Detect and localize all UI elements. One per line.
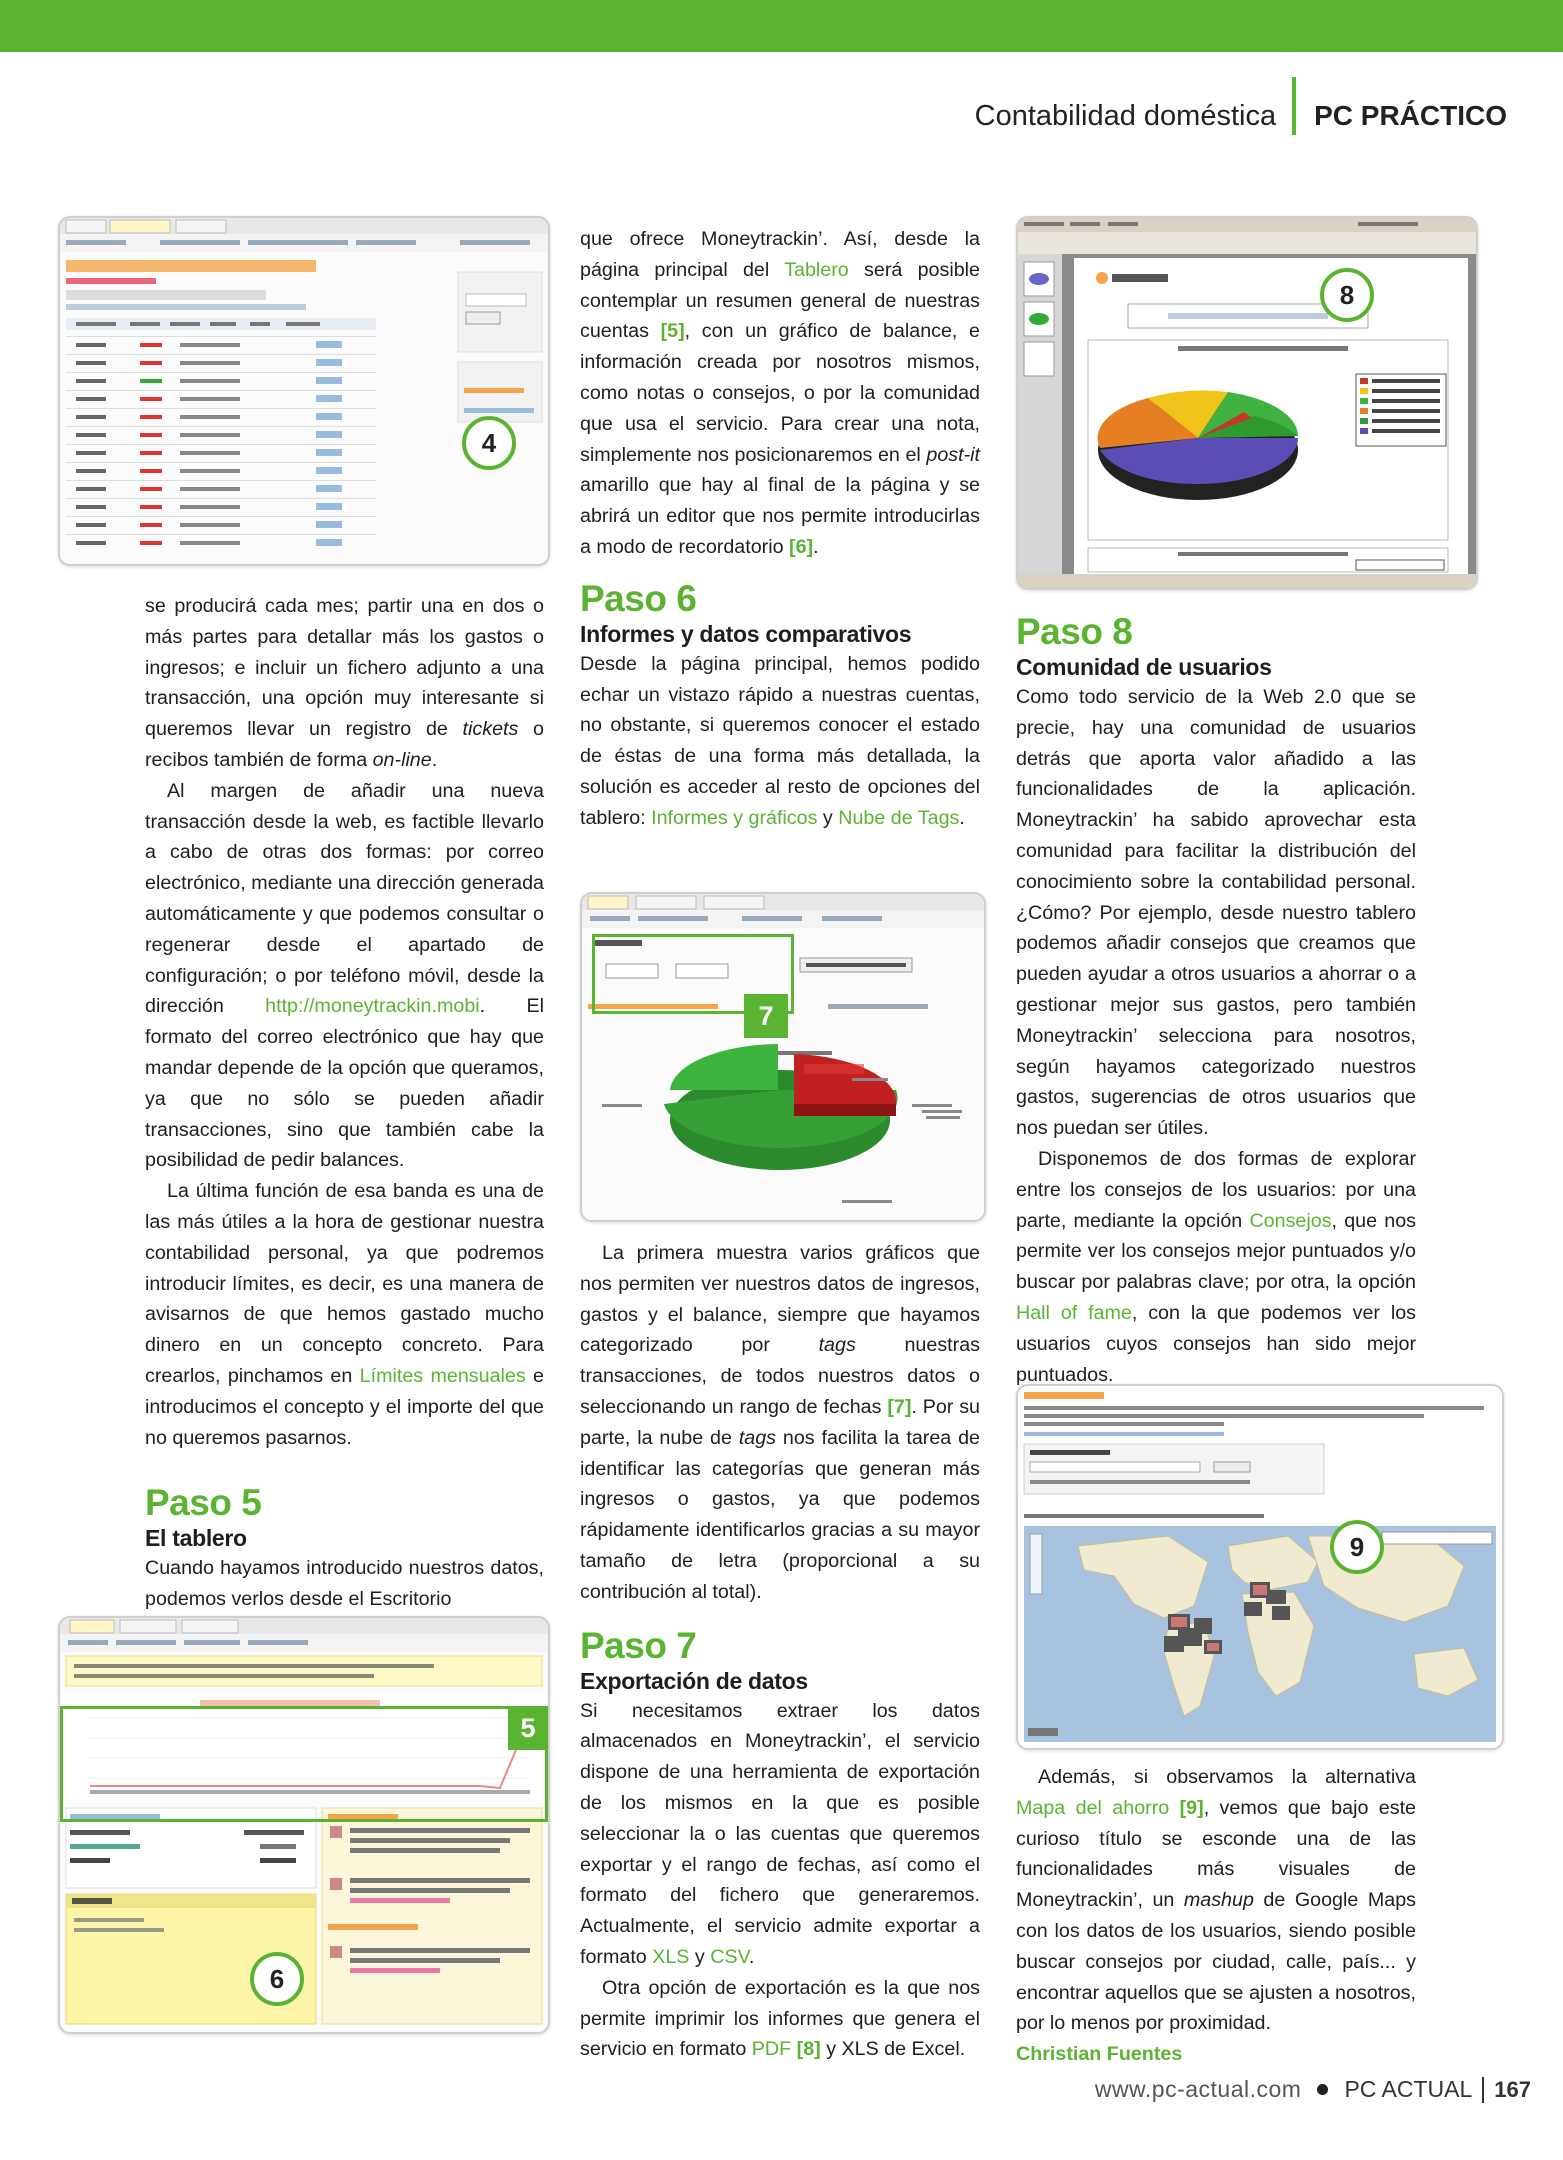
step-7-heading: Paso 7 <box>580 1624 697 1666</box>
italic-term: on-line <box>372 748 432 771</box>
screenshot-reports <box>580 892 986 1222</box>
paragraph <box>580 224 980 563</box>
section-title: Contabilidad doméstica <box>974 99 1277 132</box>
step-5-subheading: El tablero <box>145 1525 247 1552</box>
text-run: . El formato del correo electrónico que hay que mandar depende de la opción que queramos, ya que no sólo se pueden añadir transacciones, sino que también cabe la posibilidad de pedir balances. <box>145 995 544 1172</box>
text-run: amarillo que hay al final de la página y se abrirá un editor que nos permite introducirlas a modo de recordatorio <box>580 474 980 558</box>
monthly-limits-link: Límites mensuales <box>359 1364 526 1387</box>
italic-term: tags <box>818 1334 856 1357</box>
column-2-lower <box>580 1238 980 2065</box>
reports-link: Informes y gráficos <box>651 806 818 829</box>
dashboard-link: Tablero <box>784 258 849 281</box>
text-run <box>1169 1797 1179 1819</box>
step-6-subheading: Informes y datos comparativos <box>580 620 912 647</box>
paragraph <box>580 1696 980 1973</box>
text-run: , que nos permite ver los consejos mejor puntuados y/o buscar por palabras clave; por otra, la opción <box>1016 1209 1416 1294</box>
text-run: Si necesitamos extraer los datos almacenados en Moneytrackin’, el servicio dispone de una herramienta de exportación de los mismos en la que es posible seleccionar la o las cuentas que queremos exportar y el rango de fechas, así como el formato del fichero que generaremos. Actualmente, el servicio admite exportar a formato <box>580 1699 980 1968</box>
text-run: e introducimos el concepto y el importe del que no queremos pasarnos. <box>145 1364 545 1449</box>
xls-format: XLS <box>652 1945 690 1968</box>
column-1 <box>145 591 544 1615</box>
step-6-heading: Paso 6 <box>580 577 697 619</box>
text-run: , con la que podemos ver los usuarios cuyos consejos han sido mejor puntuados. <box>1016 1301 1416 1386</box>
figure-badge-6: 6 <box>250 1952 304 2006</box>
column-3 <box>1016 612 1416 1390</box>
figure-badge-4: 4 <box>462 416 516 470</box>
author-name: Christian Fuentes <box>1016 2043 1183 2066</box>
paragraph <box>580 649 980 834</box>
paragraph <box>1016 1762 1416 2039</box>
text-run: , vemos que bajo este curioso título se esconde una de las funcionalidades más visuales de Moneytrackin’, un <box>1016 1796 1416 1912</box>
hall-of-fame-link: Hall of fame <box>1016 1301 1132 1324</box>
paragraph <box>145 776 544 1176</box>
footer-magazine: PC ACTUAL <box>1344 2076 1473 2102</box>
text-run: será posible contemplar un resumen general de nuestras cuentas <box>580 258 980 343</box>
paragraph <box>1016 1144 1416 1390</box>
italic-term: post-it <box>926 443 980 466</box>
text-run: . Por su parte, la nube de <box>580 1395 980 1449</box>
savings-map-link: Mapa del ahorro <box>1016 1796 1170 1819</box>
text-run: Además, si observamos la alternativa <box>1038 1766 1416 1788</box>
figure-reference: [5] <box>660 320 685 343</box>
top-accent-bar <box>0 0 1563 52</box>
text-run: Desde la página principal, hemos podido echar un vistazo rápido a nuestras cuentas, no obstante, si queremos conocer el estado de éstas de una forma más detallada, la solución es acceder al resto de opciones del tablero: <box>580 652 980 829</box>
text-run: y <box>689 1945 711 1968</box>
figure-badge-9: 9 <box>1330 1520 1384 1574</box>
footer-divider <box>1482 2077 1484 2103</box>
footer-url: www.pc-actual.com <box>1094 2076 1302 2102</box>
figure-badge-7: 7 <box>744 994 788 1038</box>
header-divider <box>1292 77 1296 135</box>
export-ui-thumbnail <box>1018 218 1476 588</box>
italic-term: tags <box>738 1426 777 1449</box>
screenshot-export <box>1016 216 1478 590</box>
step-8-subheading: Comunidad de usuarios <box>1016 654 1272 680</box>
text-run: se producirá cada mes; partir una en dos o más partes para detallar más los gastos o ingresos; e incluir un fichero adjunto a una transacción, una opción muy interesante si queremos llevar un registro de <box>145 595 544 741</box>
text-run: Al margen de añadir una nueva transacción desde la web, es factible llevarlo a cabo de otras dos formas: por correo electrónico, mediante una dirección generada automáticamente y que podemos consultar o regenerar desde el apartado de configuración; o por teléfono móvil, desde la dirección <box>145 779 544 1018</box>
savings-map-thumbnail <box>1018 1386 1502 1748</box>
column-3-lower <box>1016 1762 1416 2070</box>
text-run: La última función de esa banda es una de las más útiles a la hora de gestionar nuestra contabilidad personal, ya que podremos introducir límites, es decir, es una manera de avisarnos de que hemos gastado mucho dinero en un concepto concreto. Para crearlos, pinchamos en <box>145 1180 544 1387</box>
figure-reference: [6] <box>789 535 814 558</box>
tips-link: Consejos <box>1249 1209 1332 1232</box>
step-8-heading: Paso 8 <box>1016 611 1133 652</box>
text-run: . <box>748 1945 755 1968</box>
paragraph <box>145 591 544 776</box>
screenshot-dashboard <box>58 1616 550 2034</box>
column-2 <box>580 224 980 834</box>
paragraph <box>145 1176 544 1453</box>
figure-reference: [8] <box>796 2038 821 2061</box>
text-run: y XLS de Excel. <box>820 2038 966 2061</box>
text-run: nos facilita la tarea de identificar las categorías que generan más ingresos o gastos, ya que podemos rápidamente identificarlos gracias a su mayor tamaño de letra (proporcional a su contribución al total). <box>580 1426 980 1603</box>
text-run: o recibos también de forma <box>145 718 544 771</box>
text-run: Otra opción de exportación es la que nos permite imprimir los informes que genera el servicio en formato <box>580 1976 980 2061</box>
csv-format: CSV <box>710 1945 749 1968</box>
transactions-ui-thumbnail <box>60 218 548 564</box>
figure-reference: [7] <box>887 1395 912 1418</box>
text-run: nuestras transacciones, de todos nuestros datos o seleccionando un rango de fechas <box>580 1334 980 1418</box>
figure-badge-8: 8 <box>1320 268 1374 322</box>
paragraph: Cuando hayamos introducido nuestros datos, podemos verlos desde el Escritorio <box>145 1557 544 1611</box>
paragraph <box>580 1973 980 2065</box>
text-run: . <box>431 748 438 771</box>
figure-reference: [9] <box>1179 1796 1204 1819</box>
step-5-heading: Paso 5 <box>145 1482 262 1524</box>
text-run: , con un gráfico de balance, e información creada por nosotros mismos, como notas o consejos, o por la comunidad que usa el servicio. Para crear una nota, simplemente nos posicionaremos en el <box>580 320 980 466</box>
italic-term: mashup <box>1183 1889 1254 1912</box>
page-number: 167 <box>1494 2076 1531 2102</box>
paragraph: Como todo servicio de la Web 2.0 que se precie, hay una comunidad de usuarios detrás que aporta valor añadido a las funcionalidades de la aplicación. Moneytrackin’ ha sabido aprovechar esta comunidad para facilitar la distribución del conocimiento sobre la contabilidad personal. ¿Cómo? Por ejemplo, desde nuestro tablero podemos añadir consejos que creamos que pueden ayudar a otros usuarios a ahorrar o a gestionar mejor sus gastos, pero también Moneytrackin’ selecciona para nosotros, según hayamos categorizado nuestros gastos, sugerencias de otros usuarios que nos puedan ser útiles. <box>1016 686 1416 1140</box>
screenshot-transactions <box>58 216 550 566</box>
screenshot-savings-map <box>1016 1384 1504 1750</box>
page-header <box>975 96 1507 136</box>
magazine-section-label: PC PRÁCTICO <box>1314 100 1507 131</box>
paragraph <box>580 1238 980 1608</box>
dashboard-ui-thumbnail <box>60 1618 548 2032</box>
text-run: . <box>813 535 819 558</box>
text-run: y <box>817 806 839 829</box>
text-run: Disponemos de dos formas de explorar entre los consejos de los usuarios: por una parte, mediante la opción <box>1016 1147 1416 1232</box>
figure-badge-5: 5 <box>508 1706 548 1750</box>
text-run: que ofrece Moneytrackin’. Así, desde la página principal del <box>580 228 980 281</box>
tag-cloud-link: Nube de Tags <box>838 806 960 829</box>
italic-term: tickets <box>462 718 519 741</box>
text-run: de Google Maps con los datos de los usuarios, siendo posible buscar consejos por ciudad, calle, país... y encontrar aquellos que se ajusten a nosotros, por lo menos por proximidad. <box>1016 1889 1416 2035</box>
text-run: . <box>959 806 965 829</box>
mobile-url-link[interactable]: http://moneytrackin.mobi <box>265 995 480 1018</box>
highlight-frame-chart <box>60 1706 548 1822</box>
step-7-subheading: Exportación de datos <box>580 1667 808 1694</box>
text-run: La primera muestra varios gráficos que nos permiten ver nuestros datos de ingresos, gastos y el balance, siempre que hayamos categorizado por <box>580 1242 980 1357</box>
page-footer <box>1095 2076 1531 2103</box>
bullet-icon <box>1317 2084 1328 2095</box>
pdf-format: PDF <box>751 2038 792 2061</box>
